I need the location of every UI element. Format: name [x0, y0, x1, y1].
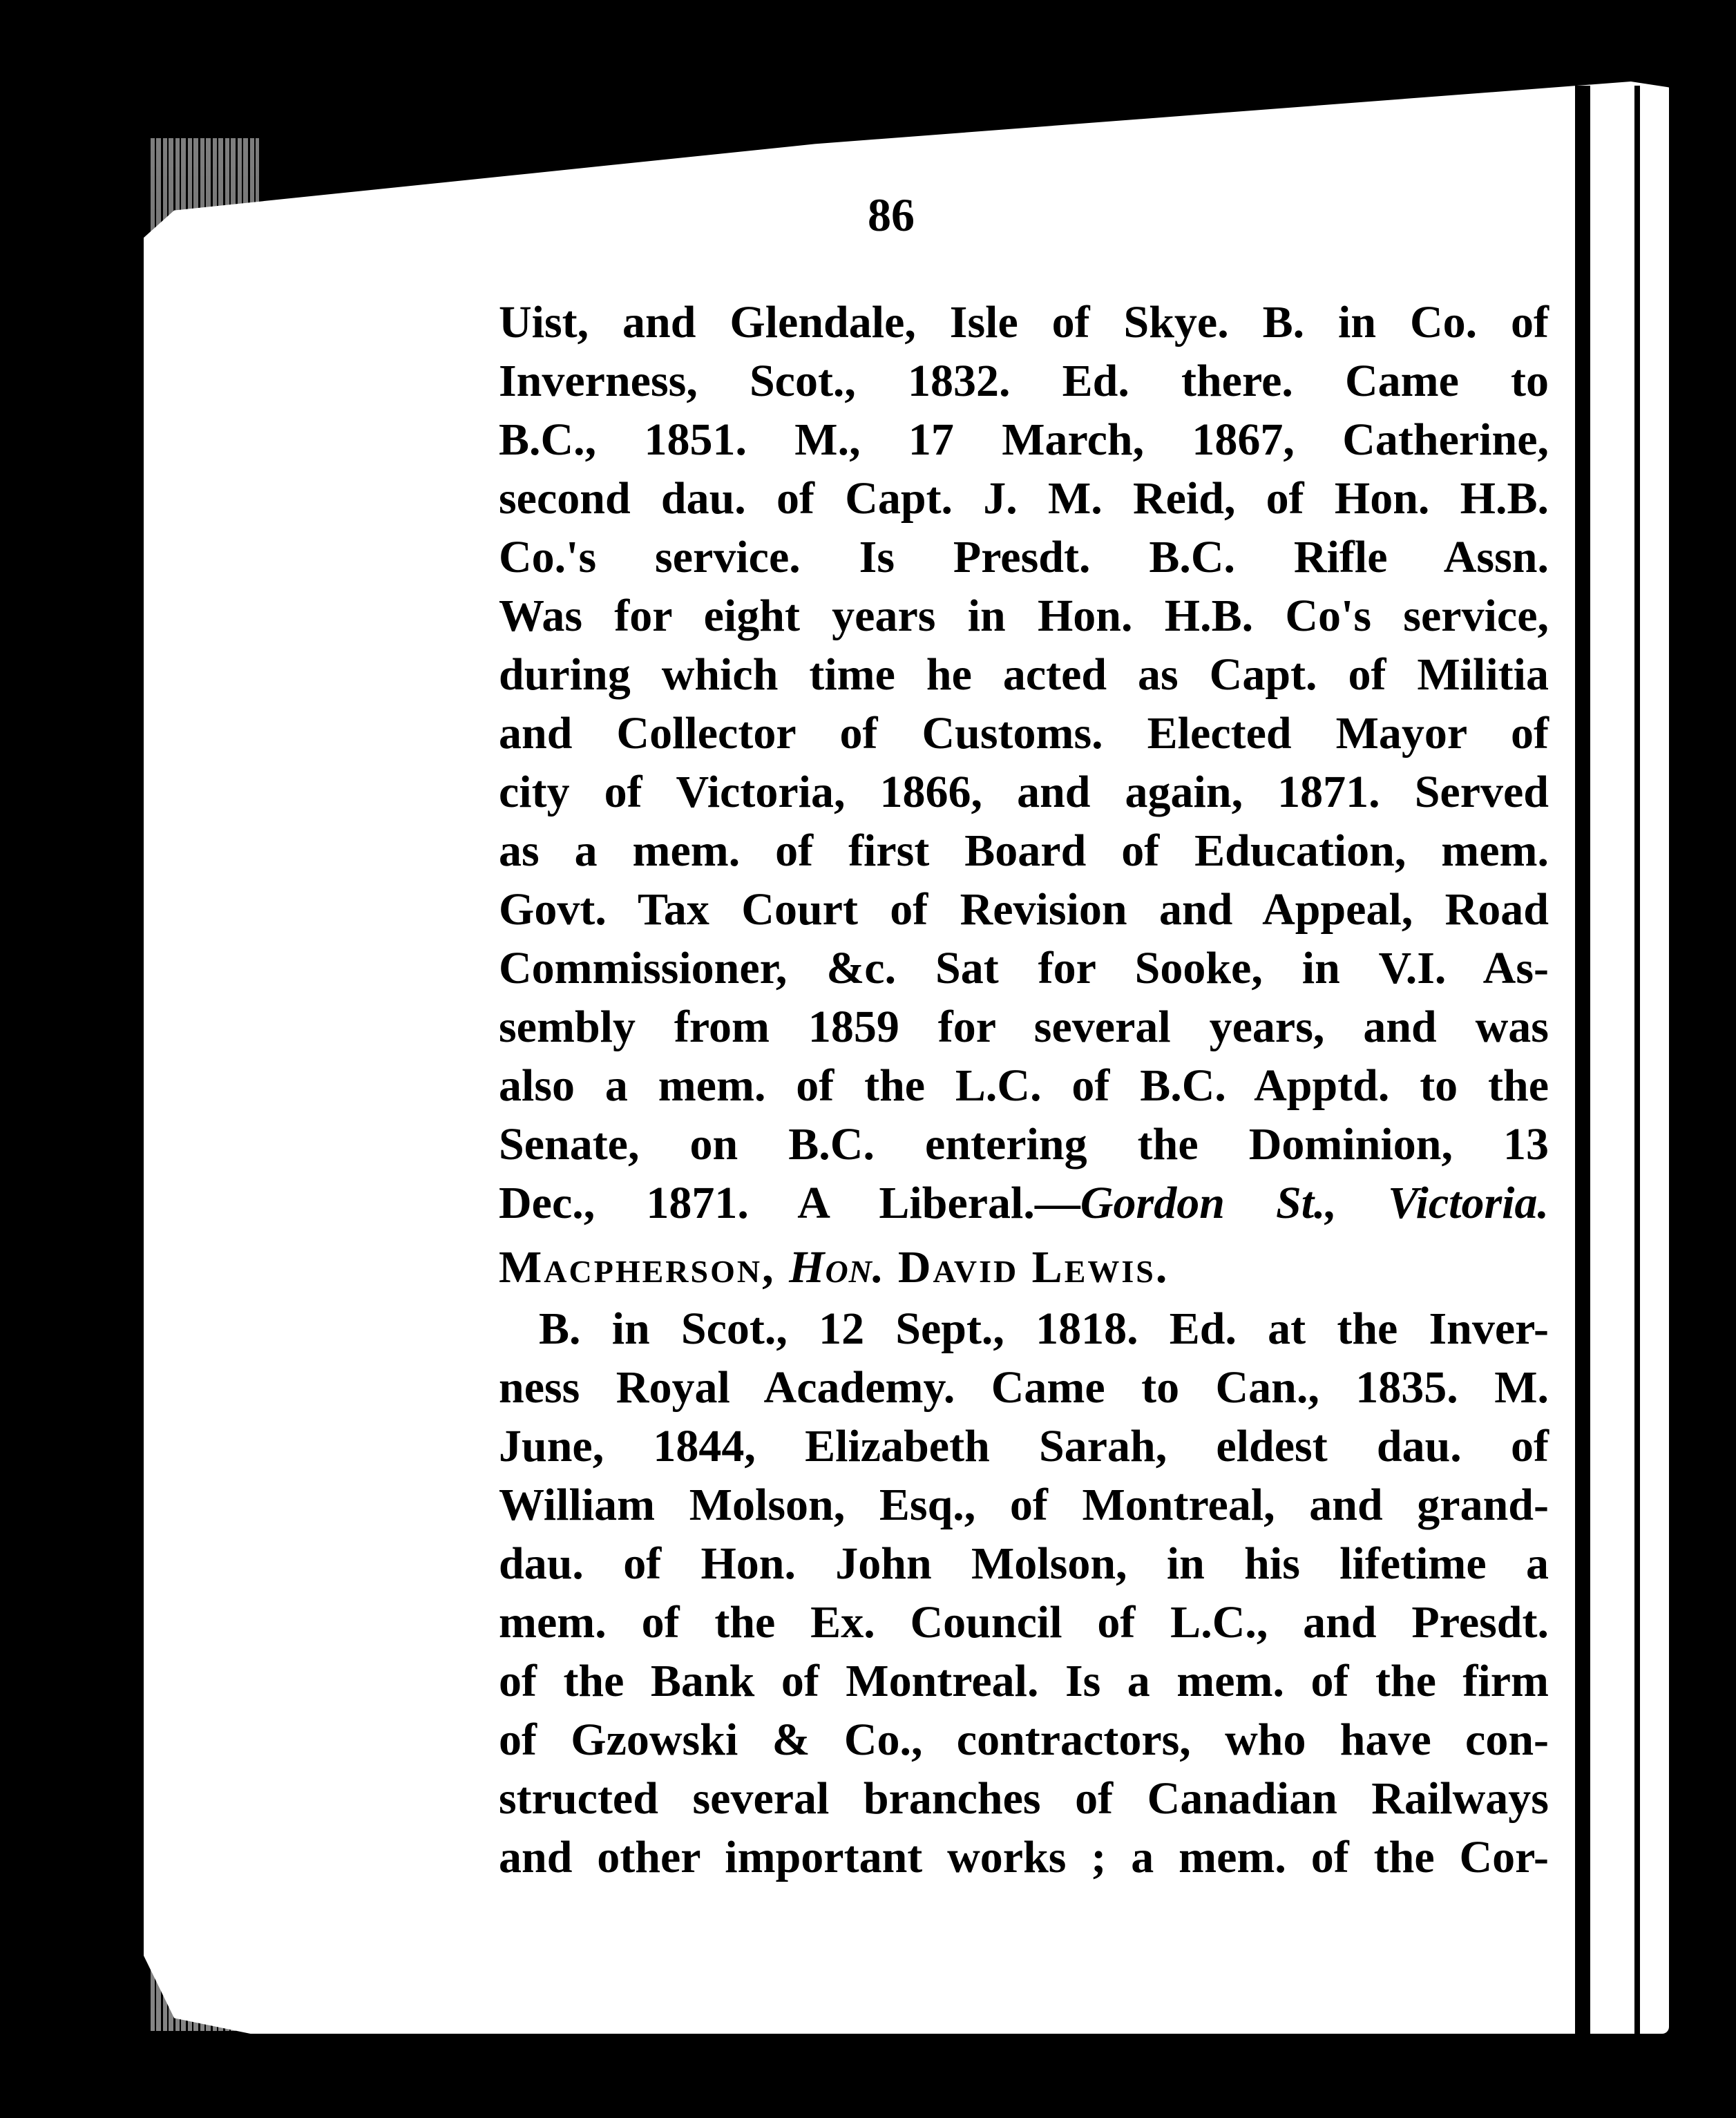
text-line: sembly from 1859 for several years, and was [499, 1002, 1549, 1052]
text-line: Was for eight years in Hon. H.B. Co's service, [499, 591, 1549, 641]
text-line: during which time he acted as Capt. of Militia [499, 649, 1549, 700]
text-line: second dau. of Capt. J. M. Reid, of Hon. H.B. [499, 473, 1549, 524]
page-number: 86 [868, 189, 915, 241]
heading-given-names: David Lewis. [897, 1242, 1170, 1292]
text-line: Commissioner, &c. Sat for Sooke, in V.I. As- [499, 943, 1549, 993]
address-italic: Gordon St., Victoria. [1080, 1178, 1549, 1228]
right-border-rule [1634, 86, 1640, 2034]
heading-hon: Hon. [789, 1242, 885, 1292]
text-line-address [499, 1174, 1549, 1232]
text-line: ness Royal Academy. Came to Can., 1835. M. [499, 1362, 1549, 1413]
text-line: city of Victoria, 1866, and again, 1871. Served [499, 767, 1549, 817]
entry-heading [499, 1238, 1549, 1297]
entry-macpherson [499, 1238, 1549, 1887]
text-line: Uist, and Glendale, Isle of Skye. B. in Co. of [499, 297, 1549, 347]
heading-surname: Macpherson, [499, 1242, 776, 1292]
text-line: and Collector of Customs. Elected Mayor of [499, 708, 1549, 759]
text-line: Govt. Tax Court of Revision and Appeal, Road [499, 884, 1549, 935]
body-text [499, 293, 1549, 1887]
text-line: dau. of Hon. John Molson, in his lifetime a [499, 1538, 1549, 1589]
book-binding-edge [1575, 86, 1590, 2034]
text-line: June, 1844, Elizabeth Sarah, eldest dau. of [499, 1421, 1549, 1471]
text-line: William Molson, Esq., of Montreal, and grand- [499, 1480, 1549, 1530]
text-plain: Dec., 1871. A Liberal.— [499, 1178, 1080, 1228]
text-line: also a mem. of the L.C. of B.C. Apptd. to the [499, 1060, 1549, 1111]
entry-continued [499, 293, 1549, 1232]
text-line: mem. of the Ex. Council of L.C., and Presdt. [499, 1597, 1549, 1648]
text-line: of Gzowski & Co., contractors, who have con- [499, 1715, 1549, 1765]
text-line: and other important works ; a mem. of the Cor- [499, 1832, 1549, 1882]
text-line: structed several branches of Canadian Railways [499, 1773, 1549, 1824]
text-line: Co.'s service. Is Presdt. B.C. Rifle Assn. [499, 532, 1549, 582]
text-line: Inverness, Scot., 1832. Ed. there. Came to [499, 356, 1549, 406]
text-line: as a mem. of first Board of Education, mem. [499, 826, 1549, 876]
text-line: of the Bank of Montreal. Is a mem. of the firm [499, 1656, 1549, 1706]
text-line: Senate, on B.C. entering the Dominion, 13 [499, 1119, 1549, 1170]
right-margin-strip [1590, 86, 1634, 2034]
text-line: B.C., 1851. M., 17 March, 1867, Catherine, [499, 414, 1549, 465]
text-line: B. in Scot., 12 Sept., 1818. Ed. at the Inver- [539, 1304, 1549, 1354]
